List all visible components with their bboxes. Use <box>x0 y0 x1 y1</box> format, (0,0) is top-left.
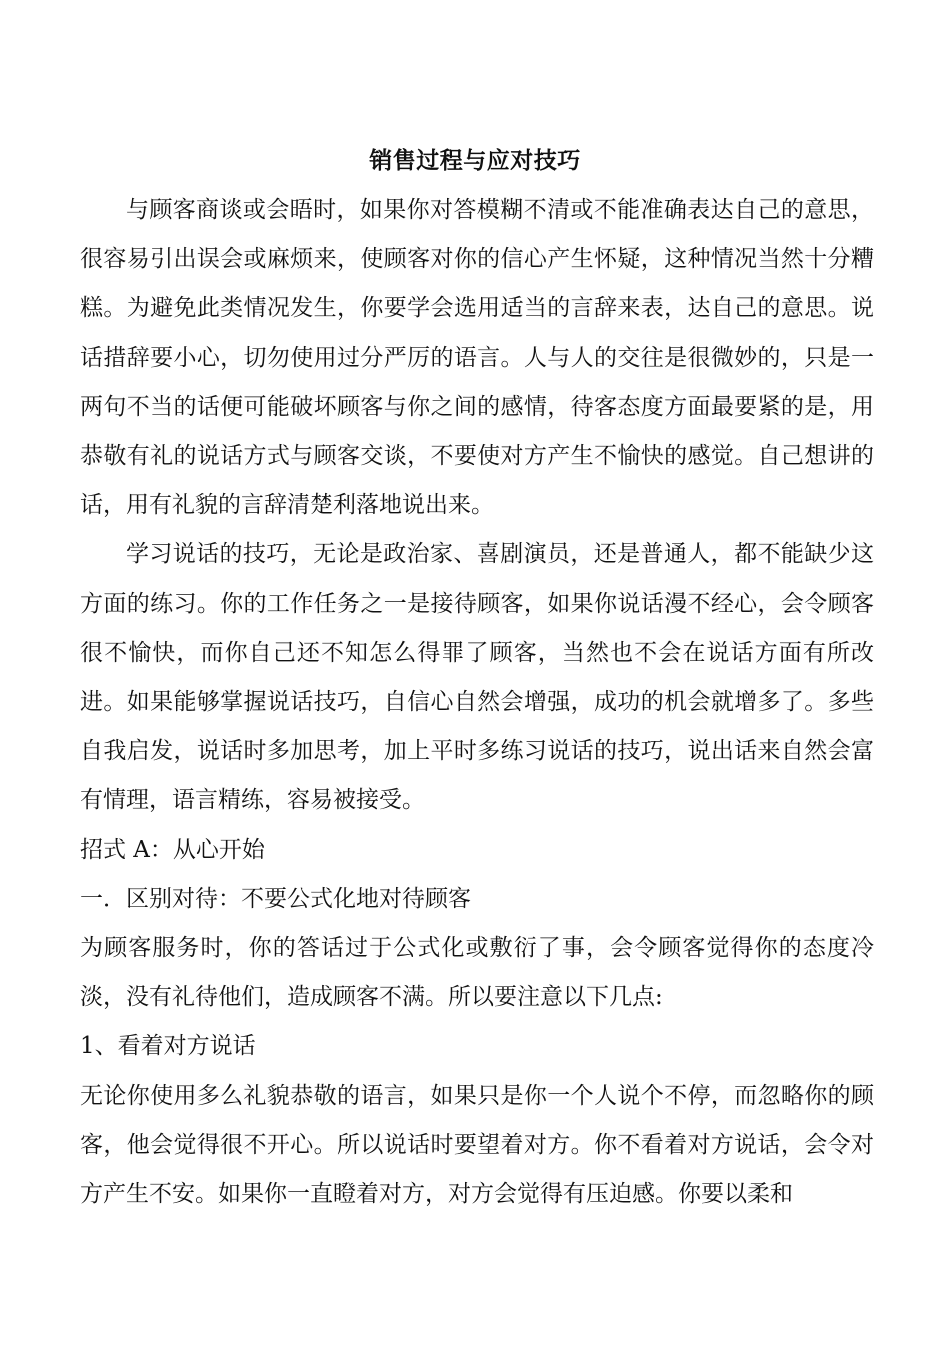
section-heading: 招式 A：从心开始 <box>80 836 265 863</box>
document-body <box>80 186 874 1219</box>
subsection-text: 为顾客服务时，你的答话过于公式化或敷衍了事，会令顾客觉得你的态度冷淡，没有礼待他们，造成顾客不满。所以要注意以下几点: <box>80 935 874 1011</box>
paragraph-intro: 与顾客商谈或会晤时，如果你对答模糊不清或不能准确表达自己的意思，很容易引出误会或麻烦来，使顾客对你的信心产生怀疑，这种情况当然十分糟糕。为避免此类情况发生，你要学会选用适当的言辞来表，达自己的意思。说话措辞要小心，切勿使用过分严厉的语言。人与人的交往是很微妙的，只是一两句不当的话便可能破坏顾客与你之间的感情，待客态度方面最要紧的是，用恭敬有礼的说话方式与顾客交谈，不要使对方产生不愉快的感觉。自己想讲的话，用有礼貌的言辞清楚利落地说出来。 <box>80 197 874 519</box>
point-1-text: 无论你使用多么礼貌恭敬的语言，如果只是你一个人说个不停，而忽略你的顾客，他会觉得很不开心。所以说话时要望着对方。你不看着对方说话，会令对方产生不安。如果你一直瞪着对方，对方会觉得有压迫感。你要以柔和 <box>80 1082 874 1208</box>
subsection-heading: 一．区别对待：不要公式化地对待顾客 <box>80 885 471 912</box>
document-title: 销售过程与应对技巧 <box>369 147 581 174</box>
paragraph-speaking-skills: 学习说话的技巧，无论是政治家、喜剧演员，还是普通人，都不能缺少这方面的练习。你的工作任务之一是接待顾客，如果你说话漫不经心，会令顾客很不愉快，而你自己还不知怎么得罪了顾客，当然也不会在说话方面有所改进。如果能够掌握说话技巧，自信心自然会增强，成功的机会就增多了。多些自我启发，说话时多加思考，加上平时多练习说话的技巧，说出话来自然会富有情理，语言精练，容易被接受。 <box>80 541 874 814</box>
point-1-heading: 1、看着对方说话 <box>80 1033 256 1060</box>
